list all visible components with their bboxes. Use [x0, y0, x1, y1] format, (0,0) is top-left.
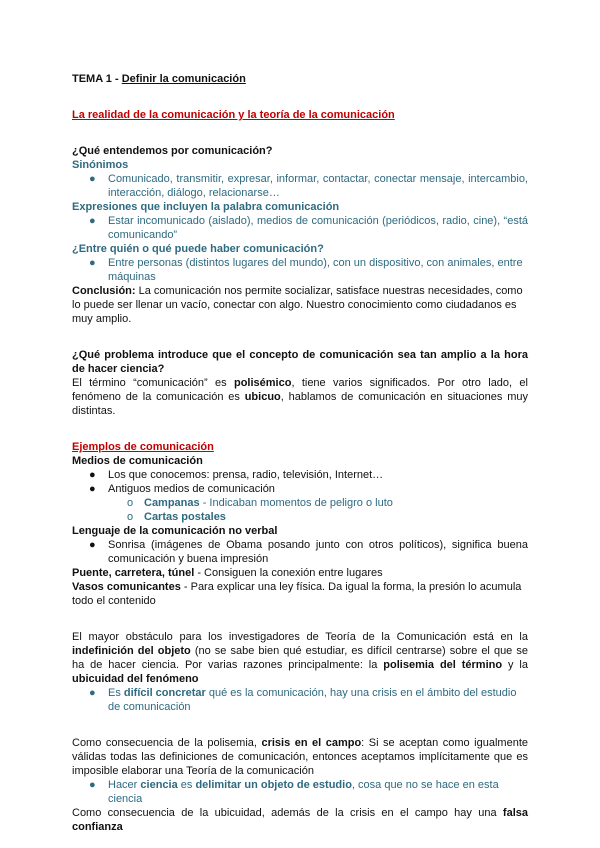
question-science-problem: ¿Qué problema introduce que el concepto de comunicación sea tan amplio a la hora de hacer ciencia?	[72, 349, 528, 375]
bullet-icon: ●	[89, 483, 96, 495]
media-list	[72, 468, 528, 524]
bold-term: delimitar un objeto de estudio	[195, 779, 352, 791]
list-item-text: - Indicaban momentos de peligro o luto	[199, 497, 393, 509]
bullet-icon: ●	[89, 173, 96, 185]
text-span: - Para explicar una ley física. Da igual la forma, la presión lo acumula todo el contenido	[72, 581, 522, 607]
nonverbal-heading: Lenguaje de la comunicación no verbal	[72, 525, 278, 537]
sub-list-item	[72, 496, 528, 510]
list-item-text: Antiguos medios de comunicación	[108, 483, 275, 495]
bold-term: indefinición del objeto	[72, 645, 191, 657]
polysemy-paragraph	[72, 376, 528, 418]
list-item-text: Los que conocemos: prensa, radio, televisión, Internet…	[108, 469, 384, 481]
examples-heading: Ejemplos de comunicación	[72, 441, 214, 453]
list-item	[72, 686, 528, 714]
list-item-text: Comunicado, transmitir, expresar, informar, contactar, conectar mensaje, intercambio, interacción, diálogo, relacionarse…	[108, 173, 528, 199]
sub-list-item	[72, 510, 528, 524]
topic-heading	[72, 72, 528, 86]
text-span: Hacer	[108, 779, 141, 791]
text-span: (no se sabe bien qué estudiar, es difícil centrarse) sobre el que se ha de hacer ciencia. Por varias razones principalmente: la	[72, 645, 528, 671]
text-span: El mayor obstáculo para los investigadores de Teoría de la Comunicación está en la	[72, 631, 528, 643]
bullet-icon: ●	[89, 257, 96, 269]
crisis-list	[72, 778, 528, 806]
bullet-icon: ●	[89, 687, 96, 699]
topic-title: Definir la comunicación	[121, 73, 246, 85]
bridge-line	[72, 566, 528, 580]
list-item-text: Entre personas (distintos lugares del mundo), con un dispositivo, con animales, entre máquinas	[108, 257, 523, 283]
text-span: , tiene varios significados. Por otro lado, el fenómeno de la comunicación es	[72, 377, 528, 403]
text-span: Como consecuencia de la ubicuidad, además de la crisis en el campo hay una	[72, 807, 503, 819]
text-span: Como consecuencia de la polisemia,	[72, 737, 262, 749]
text-span: : Si se aceptan como igualmente válidas todas las definiciones de comunicación, entonces aceptamos implícitamente que es imposible elaborar una Teoría de la comunicación	[72, 737, 528, 777]
list-item	[72, 214, 528, 242]
obstacle-paragraph	[72, 630, 528, 686]
sub-bullet-icon: o	[127, 497, 134, 509]
list-item-text: Estar incomunicado (aislado), medios de comunicación (periódicos, radio, cine), “está comunicando”	[108, 215, 528, 241]
bold-term: polisemia del término	[383, 659, 503, 671]
bold-term: crisis en el campo	[261, 737, 362, 749]
bullet-icon: ●	[89, 215, 96, 227]
obstacle-list	[72, 686, 528, 714]
list-item	[72, 482, 528, 496]
text-span: El término “comunicación” es	[72, 377, 234, 389]
sub-bullet-icon: o	[127, 511, 134, 523]
text-span: - Consiguen la conexión entre lugares	[194, 567, 383, 579]
bullet-icon: ●	[89, 539, 96, 551]
bold-term: Puente, carretera, túnel	[72, 567, 195, 579]
bold-term: ubicuo	[244, 391, 281, 403]
document-body	[72, 72, 528, 834]
nonverbal-list	[72, 538, 528, 566]
crisis-paragraph	[72, 736, 528, 778]
bold-term: difícil concretar	[123, 687, 206, 699]
vessels-line	[72, 580, 528, 608]
text-span: , hablamos de comunicación en situaciones muy distintas.	[72, 391, 528, 417]
bold-term: Cartas postales	[144, 511, 226, 523]
between-list	[72, 256, 528, 284]
bold-term: Campanas	[144, 497, 200, 509]
conclusion-paragraph	[72, 284, 528, 326]
conclusion-text: La comunicación nos permite socializar, satisface nuestras necesidades, como lo puede ser llenar un vacío, conectar con algo. Nuestro conocimiento como ciudadanos es muy amplio.	[72, 285, 523, 325]
topic-prefix: TEMA 1 -	[72, 73, 122, 85]
list-item	[72, 256, 528, 284]
ubiquity-paragraph	[72, 806, 528, 834]
section-subtitle: La realidad de la comunicación y la teoría de la comunicación	[72, 109, 395, 121]
bold-term: ubicuidad del fenómeno	[72, 673, 199, 685]
expressions-heading: Expresiones que incluyen la palabra comunicación	[72, 201, 340, 213]
text-span: , cosa que no se hace en esta ciencia	[108, 779, 499, 805]
list-item	[72, 538, 528, 566]
list-item	[72, 778, 528, 806]
bold-term: polisémico	[233, 377, 292, 389]
bullet-icon: ●	[89, 779, 96, 791]
list-item	[72, 468, 528, 482]
synonyms-heading: Sinónimos	[72, 159, 129, 171]
expressions-list	[72, 214, 528, 242]
list-item	[72, 172, 528, 200]
text-span: Es	[108, 687, 124, 699]
text-span: es	[177, 779, 196, 791]
bold-term: ciencia	[140, 779, 178, 791]
synonyms-list	[72, 172, 528, 200]
question-what-is-communication: ¿Qué entendemos por comunicación?	[72, 145, 273, 157]
between-heading: ¿Entre quién o qué puede haber comunicación?	[72, 243, 324, 255]
bold-term: Vasos comunicantes	[72, 581, 181, 593]
media-heading: Medios de comunicación	[72, 455, 203, 467]
list-item-text: Sonrisa (imágenes de Obama posando junto con otros políticos), significa buena comunicación y buena impresión	[108, 539, 528, 565]
bold-term: falsa confianza	[72, 807, 528, 833]
text-span: qué es la comunicación, hay una crisis en el ámbito del estudio de comunicación	[108, 687, 517, 713]
conclusion-label: Conclusión:	[72, 285, 136, 297]
text-span: y la	[502, 659, 528, 671]
bullet-icon: ●	[89, 469, 96, 481]
